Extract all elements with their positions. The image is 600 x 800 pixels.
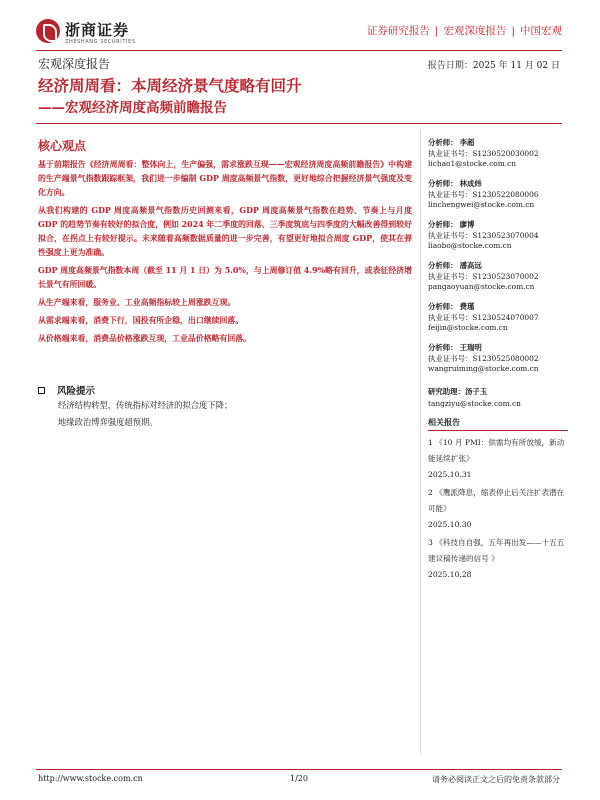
- risk-section: [38, 383, 412, 431]
- related-report-title[interactable]: 1 《10 月 PMI：供需均有所放缓，新动能延续扩张》: [428, 438, 565, 463]
- related-reports-heading: 相关报告: [428, 417, 568, 431]
- analyst-role: 分析师：: [428, 138, 458, 147]
- analyst-card: [428, 138, 568, 179]
- analyst-email[interactable]: liaobo@stocke.com.cn: [428, 241, 512, 250]
- analyst-license: 执业证书号：S1230523070004: [428, 230, 539, 240]
- analyst-role: 分析师：: [428, 179, 458, 188]
- analyst-name: 李超: [459, 138, 475, 147]
- core-paragraph: 基于前期报告《经济周周看：整体向上，生产偏强，需求涨跌互现——宏观经济周度高频前瞻报告》中构建的生产端景气指数跟踪框架，我们进一步编制 GDP 周度高频景气指数，更好地综合把握经济景气强度及变化方向。: [38, 160, 412, 197]
- related-report-title[interactable]: 3 《科技自自强，五年再出发——十五五建议稿传递的信号 》: [428, 538, 565, 563]
- analyst-email[interactable]: linchengwei@stocke.com.cn: [428, 200, 535, 209]
- core-paragraph: GDP 周度高频景气指数本周（截至 11 月 1 日）为 5.0%，与上周修订值 4.9%略有回升，或表征经济增长景气有所回暖。: [38, 266, 412, 289]
- related-report-date: 2025.10.31: [428, 470, 472, 479]
- analyst-card: [428, 302, 568, 343]
- core-paragraph: 从我们构建的 GDP 周度高频景气指数历史回测来看，GDP 周度高频景气指数在趋势、节奏上与月度 GDP 的趋势节奏有较好的拟合度，例如 2024 年二季度的回落、三季度筑底与四季度的大幅改善得到较好拟合，在拐点上有较好提示。未来随着高频数据质量的进一步完善，有望更好地拟合周度 GDP，使其在弹性强度上更为准确。: [38, 206, 412, 257]
- analyst-email[interactable]: wangruiming@stocke.com.cn: [428, 364, 539, 373]
- company-logo: [36, 18, 156, 48]
- analyst-role: 分析师：: [428, 302, 458, 311]
- risk-item: 经济结构转型，传统指标对经济的拟合度下降；: [58, 400, 233, 410]
- risk-heading-text: 风险提示: [57, 386, 96, 397]
- title-rule: [36, 123, 562, 124]
- logo-name-cn: 浙商证券: [65, 21, 130, 39]
- analyst-name: 王瑞明: [459, 343, 482, 352]
- analyst-card: [428, 343, 568, 384]
- core-view-heading: 核心观点: [38, 139, 87, 153]
- related-report-title[interactable]: 2 《鹰派降息，缩表停止后关注扩表潜在可能》: [428, 488, 565, 513]
- header-category-3: 中国宏观: [520, 25, 562, 37]
- header-rule: [36, 50, 562, 51]
- page-title: 经济周周看：本周经济景气度略有回升: [38, 76, 302, 95]
- analyst-name: 廖博: [459, 220, 475, 229]
- analyst-name: 费瑾: [459, 302, 475, 311]
- core-paragraph: 从生产端来看，服务业、工业高频指标较上周涨跌互现。: [38, 298, 236, 307]
- core-paragraph: 从需求端来看，消费下行，国投有所企稳，出口继续回落。: [38, 316, 244, 325]
- risk-heading: [38, 383, 412, 397]
- analyst-email[interactable]: pangaoyuan@stocke.com.cn: [428, 282, 535, 291]
- related-report-item[interactable]: [428, 485, 568, 533]
- analyst-email[interactable]: lichao1@stocke.com.cn: [428, 159, 516, 168]
- analyst-license: 执业证书号：S1230522080006: [428, 189, 539, 199]
- analyst-license: 执业证书号：S1230523070002: [428, 271, 539, 281]
- footer-url[interactable]: http://www.stocke.com.cn: [38, 774, 143, 783]
- analyst-license: 执业证书号：S1230525080002: [428, 353, 539, 363]
- core-paragraph: 从价格端来看，消费品价格涨跌互现，工业品价格略有回落。: [38, 334, 252, 343]
- analyst-role: 分析师：: [428, 343, 458, 352]
- analyst-card: [428, 220, 568, 261]
- analyst-license: 执业证书号：S1230520030002: [428, 148, 539, 158]
- document-type: 宏观深度报告: [38, 57, 111, 71]
- analyst-list: [428, 138, 568, 384]
- risk-item: 地缘政治博弈强度超预期。: [58, 417, 158, 427]
- footer-disclaimer: 请务必阅读正文之后的免责条款部分: [432, 775, 560, 784]
- checkbox-square-icon: [38, 387, 45, 394]
- report-date: 报告日期：2025 年 11 月 02 日: [427, 61, 560, 71]
- related-reports: [428, 417, 568, 585]
- header-separator: |: [434, 25, 439, 37]
- related-report-item[interactable]: [428, 535, 568, 583]
- related-report-date: 2025.10.30: [428, 520, 472, 529]
- core-view-body: [38, 158, 412, 350]
- analyst-card: [428, 261, 568, 302]
- analyst-name: 林成炜: [459, 179, 482, 188]
- page-subtitle: ——宏观经济周度高频前瞻报告: [38, 100, 227, 116]
- header-categories: [367, 23, 562, 38]
- assistant-role: 研究助理：: [428, 387, 465, 396]
- logo-name-en: ZHESHANG SECURITIES: [65, 39, 136, 45]
- research-assistant: [428, 386, 568, 410]
- logo-mark-icon: [36, 19, 60, 43]
- analyst-email[interactable]: feijin@stocke.com.cn: [428, 323, 508, 332]
- related-report-item[interactable]: [428, 435, 568, 483]
- footer-rule: [36, 769, 562, 770]
- related-report-date: 2025.10.28: [428, 570, 472, 579]
- analyst-card: [428, 179, 568, 220]
- column-divider: [420, 130, 421, 755]
- analyst-license: 执业证书号：S1230524070007: [428, 312, 539, 322]
- header-category-2: 宏观深度报告: [443, 25, 507, 37]
- analyst-role: 分析师：: [428, 220, 458, 229]
- header-separator: |: [511, 25, 515, 37]
- analyst-role: 分析师：: [428, 261, 458, 270]
- analyst-name: 潘高远: [459, 261, 482, 270]
- page-number: 1/20: [290, 774, 308, 783]
- assistant-name: 汤子玉: [464, 387, 488, 396]
- assistant-email[interactable]: tangziyu@stocke.com.cn: [428, 399, 521, 408]
- header-category-1: 证券研究报告: [366, 25, 430, 37]
